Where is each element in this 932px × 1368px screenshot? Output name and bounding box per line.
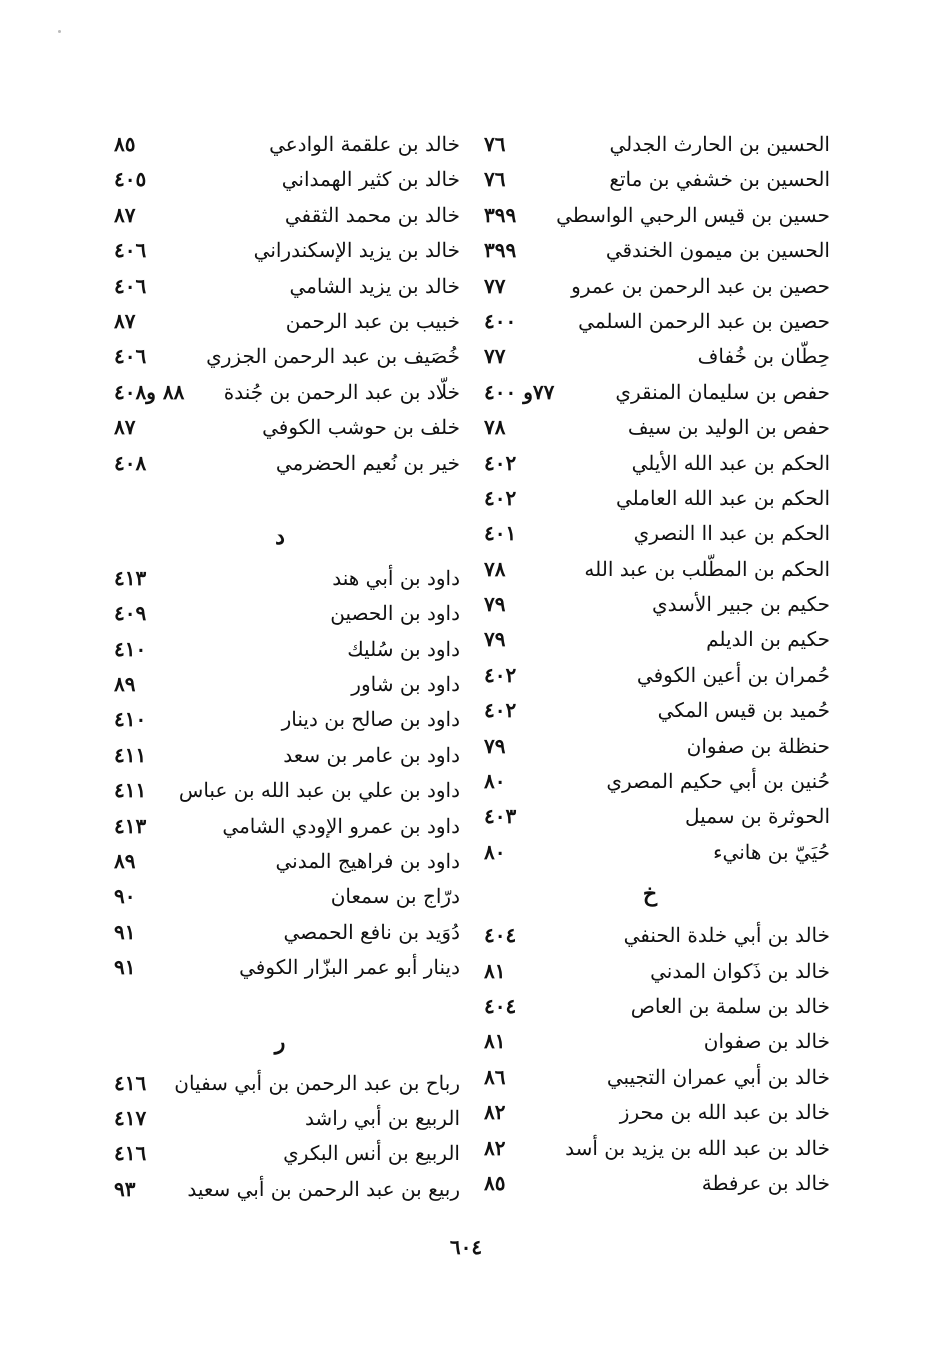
entry-page-ref: ٣٩٩ [484, 238, 517, 263]
entries-ha [470, 127, 830, 870]
entry-name: حُمران بن أعين الكوفي [636, 662, 830, 687]
entry-page-ref: ٨٦ [484, 1064, 506, 1089]
section-letter-kha: خ [642, 881, 658, 908]
entry-page-ref: ٨٢ [484, 1100, 506, 1125]
index-entry [470, 233, 830, 268]
entry-name: داود بن صالح بن دينار [281, 707, 460, 732]
entry-name: خالد بن عبد الله بن محرز [619, 1100, 830, 1125]
index-entry [100, 304, 460, 339]
entry-page-ref: ٤٠٨ [114, 450, 147, 475]
entry-page-ref: ٣٩٩ [484, 202, 517, 227]
section-letter-dal: د [275, 523, 285, 550]
entry-page-ref: ٤٠٤ [484, 923, 517, 948]
index-column-left [100, 127, 460, 1207]
entry-page-ref: ٤١٠ [114, 636, 147, 661]
index-entry [100, 844, 460, 879]
index-entry [470, 1095, 830, 1130]
entry-name: داود بن الحصين [330, 601, 460, 626]
entry-name: خلّاد بن عبد الرحمن بن جُندة [223, 379, 460, 404]
entry-page-ref: ٩٠ [114, 884, 136, 909]
index-entry [470, 304, 830, 339]
entry-page-ref: ٤١١ [114, 742, 147, 767]
entry-page-ref: ٨١ [484, 1029, 506, 1054]
entry-name: حسين بن قيس الرحبي الواسطي [556, 202, 830, 227]
index-entry [470, 799, 830, 834]
index-entry [470, 127, 830, 162]
entry-page-ref: ٤٠١ [484, 521, 517, 546]
entry-page-ref: ٤٠٤ [484, 993, 517, 1018]
entry-name: خالد بن يزيد الإسكندراني [253, 238, 460, 263]
index-entry [100, 198, 460, 233]
entry-page-ref: ٧٨ [484, 556, 506, 581]
index-entry [470, 587, 830, 622]
entry-page-ref: ٧٩ [484, 627, 506, 652]
entry-page-ref: ٤٠٩ [114, 601, 147, 626]
entry-page-ref: ٤٠٢ [484, 662, 517, 687]
entry-page-ref: ٨٩ [114, 672, 136, 697]
entry-page-ref: ٤١٣ [114, 565, 147, 590]
entry-page-ref: ٨٩ [114, 849, 136, 874]
index-entry [100, 233, 460, 268]
entries-kha-continued [100, 127, 460, 481]
entry-name: خالد بن يزيد الشامي [289, 273, 460, 298]
entry-name: داود بن عمرو الإودي الشامي [222, 813, 460, 838]
entry-page-ref: ٩٣ [114, 1176, 136, 1201]
entry-page-ref: ٨٧ [114, 202, 136, 227]
entry-name: داود بن علي بن عبد الله بن عباس [178, 778, 460, 803]
index-entry [100, 162, 460, 197]
entry-name: خالد بن علقمة الوادعي [269, 132, 460, 156]
index-entry [470, 693, 830, 728]
entry-name: الحسين بن خشفي بن ماتع [609, 167, 830, 192]
entry-page-ref: ٤٠٥ [114, 167, 147, 192]
index-entry [470, 446, 830, 481]
index-entry [470, 162, 830, 197]
entry-name: حفص بن الوليد بن سيف [627, 415, 830, 440]
scan-speck [58, 30, 61, 33]
entry-name: الحكم بن عبد الله العاملي [616, 485, 830, 510]
entry-name: الحكم بن عبد الله الأيلي [631, 450, 830, 475]
entry-name: خالد بن ذَكوان المدني [650, 958, 830, 983]
entry-page-ref: ٤٠٠ [484, 308, 517, 333]
index-entry [100, 1101, 460, 1136]
index-entry [100, 269, 460, 304]
index-entry [100, 632, 460, 667]
index-entry [100, 410, 460, 445]
entry-name: داود بن أبي هند [332, 565, 460, 590]
entry-page-ref: ٧٦ [484, 167, 506, 192]
entry-name: داود بن شاور [351, 672, 460, 697]
entry-page-ref: ٨٨ و٤٠٨ [114, 379, 185, 404]
entry-name: الحوثرة بن سميل [685, 804, 830, 829]
entry-name: الربيع بن أنس البكري [283, 1141, 460, 1166]
entry-name: الحكم بن المطّلب بن عبد الله [584, 556, 830, 581]
index-entry [100, 879, 460, 914]
entry-name: خالد بن أبي عمران التجيبي [606, 1064, 830, 1089]
entry-page-ref: ٤١٧ [114, 1105, 147, 1130]
index-column-right [470, 127, 830, 1201]
entry-page-ref: ٤١٦ [114, 1070, 147, 1095]
entry-page-ref: ٨٢ [484, 1135, 506, 1160]
entry-page-ref: ٧٧ [484, 344, 506, 369]
index-entry [100, 667, 460, 702]
entry-name: الربيع بن أبي راشد [304, 1105, 460, 1130]
entry-name: خالد بن سلمة بن العاص [630, 993, 830, 1018]
entry-name: خبيب بن عبد الرحمن [285, 308, 460, 333]
entry-name: حِطّان بن خُفاف [697, 344, 830, 369]
index-entry [470, 1166, 830, 1201]
entry-page-ref: ٨١ [484, 958, 506, 983]
entry-page-ref: ٤٠٢ [484, 485, 517, 510]
entry-page-ref: ٤٠٣ [484, 804, 517, 829]
index-entry [470, 989, 830, 1024]
entry-page-ref: ٤١١ [114, 778, 147, 803]
entries-ra [100, 1066, 460, 1208]
entry-page-ref: ٤٠٦ [114, 344, 147, 369]
entry-page-ref: ٨٧ [114, 308, 136, 333]
index-entry [470, 1131, 830, 1166]
index-entry [100, 915, 460, 950]
entry-page-ref: ٨٠ [484, 839, 506, 864]
index-entry [100, 950, 460, 985]
entry-name: داود بن عامر بن سعد [283, 742, 460, 767]
index-entry [100, 1136, 460, 1171]
entry-name: دينار أبو عمر البزّار الكوفي [239, 955, 460, 980]
index-entry [470, 729, 830, 764]
entries-dal [100, 561, 460, 986]
entry-name: حصين بن عبد الرحمن بن عمرو [571, 273, 830, 298]
section-letter-ra: ر [274, 1028, 286, 1055]
index-entry [470, 835, 830, 870]
index-entry [470, 339, 830, 374]
entry-name: دُوَيد بن نافع الحمصي [283, 919, 460, 944]
entry-page-ref: ٧٩ [484, 592, 506, 617]
entry-name: درّاج بن سمعان [330, 884, 460, 909]
entry-name: حُنين بن أبي حكيم المصري [606, 769, 830, 794]
entry-page-ref: ٤١٦ [114, 1141, 147, 1166]
index-entry [100, 773, 460, 808]
entry-name: حفص بن سليمان المنقري [615, 379, 830, 404]
index-entry [470, 764, 830, 799]
index-entry [470, 552, 830, 587]
index-entry [100, 1066, 460, 1101]
entry-page-ref: ٨٥ [484, 1170, 506, 1195]
spacer [100, 481, 460, 513]
entry-name: خالد بن عرفطة [701, 1170, 830, 1195]
index-entry [470, 481, 830, 516]
index-entry [470, 269, 830, 304]
entry-name: خالد بن أبي خلدة الحنفي [623, 923, 830, 948]
entry-name: خالد بن محمد الثقفي [284, 202, 460, 227]
entry-name: خالد بن صفوان [703, 1029, 830, 1054]
index-entry [100, 375, 460, 410]
index-entry [470, 410, 830, 445]
entry-page-ref: ٤١٠ [114, 707, 147, 732]
entry-name: خير بن نُعيم الحضرمي [275, 450, 460, 475]
index-entry [100, 738, 460, 773]
entry-page-ref: ٧٧ [484, 273, 506, 298]
index-entry [100, 561, 460, 596]
entry-name: خُصَيف بن عبد الرحمن الجزري [206, 344, 460, 369]
entry-page-ref: ٤٠٦ [114, 238, 147, 263]
index-entry [470, 1024, 830, 1059]
entry-name: حُميد بن قيس المكي [657, 698, 830, 723]
index-entry [100, 596, 460, 631]
entry-page-ref: ٧٦ [484, 132, 506, 156]
entry-name: حنظلة بن صفوان [686, 733, 830, 758]
entry-name: حكيم بن الديلم [706, 627, 830, 652]
index-entry [470, 516, 830, 551]
entry-page-ref: ٩١ [114, 955, 136, 980]
index-entry [100, 809, 460, 844]
entry-page-ref: ٤٠٦ [114, 273, 147, 298]
index-entry [100, 127, 460, 162]
entry-name: حُيَيّ بن هانيء [713, 839, 830, 864]
entries-kha [470, 918, 830, 1201]
entry-page-ref: ٨٧ [114, 415, 136, 440]
entry-name: داود بن سُليك [347, 636, 460, 661]
entry-page-ref: ٤٠٢ [484, 698, 517, 723]
entry-page-ref: ٤٠٢ [484, 450, 517, 475]
entry-page-ref: ٧٨ [484, 415, 506, 440]
entry-name: خالد بن كثير الهمداني [281, 167, 460, 192]
index-entry [100, 1172, 460, 1207]
entry-name: داود بن فراهيج المدني [275, 849, 460, 874]
entry-name: الحسين بن ميمون الخندقي [605, 238, 830, 263]
entry-page-ref: ٧٧و ٤٠٠ [484, 379, 555, 404]
entry-name: حكيم بن جبير الأسدي [652, 592, 830, 617]
index-entry [100, 702, 460, 737]
index-entry [470, 954, 830, 989]
index-entry [100, 446, 460, 481]
entry-page-ref: ٨٠ [484, 769, 506, 794]
entry-name: الحسين بن الحارث الجدلي [609, 132, 830, 156]
index-entry [100, 339, 460, 374]
entry-page-ref: ٤١٣ [114, 813, 147, 838]
index-entry [470, 622, 830, 657]
index-entry [470, 658, 830, 693]
page-number: ٦٠٤ [449, 1235, 483, 1259]
index-entry [470, 198, 830, 233]
entry-page-ref: ٩١ [114, 919, 136, 944]
index-entry [470, 918, 830, 953]
index-entry [470, 1060, 830, 1095]
entry-page-ref: ٧٩ [484, 733, 506, 758]
spacer [100, 986, 460, 1018]
entry-name: خلف بن حوشب الكوفي [262, 415, 460, 440]
entry-name: خالد بن عبد الله بن يزيد بن أسد [565, 1135, 830, 1160]
entry-name: الحكم بن عبد اا النصري [633, 521, 830, 546]
entry-page-ref: ٨٥ [114, 132, 136, 156]
entry-name: ربيع بن عبد الرحمن بن أبي سعيد [187, 1176, 460, 1201]
index-entry [470, 375, 830, 410]
entry-name: حصين بن عبد الرحمن السلمي [578, 308, 830, 333]
entry-name: رباح بن عبد الرحمن بن أبي سفيان [174, 1070, 460, 1095]
